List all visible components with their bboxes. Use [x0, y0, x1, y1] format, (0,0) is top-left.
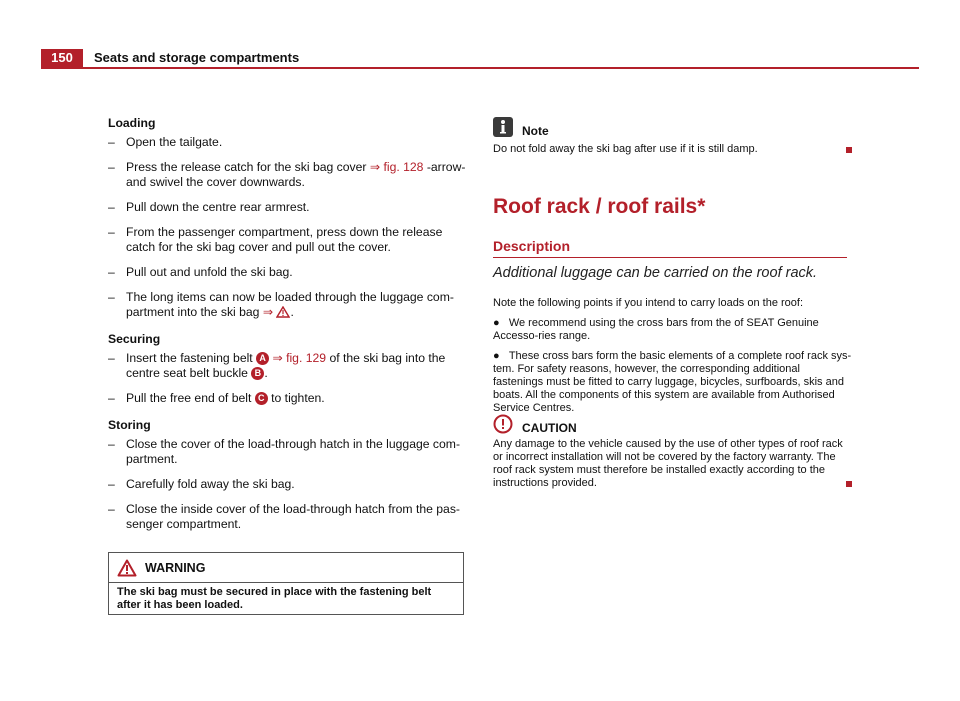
subsection-title: Description — [493, 238, 571, 254]
warning-title: WARNING — [145, 560, 206, 575]
info-icon — [493, 117, 513, 137]
subsection-divider — [493, 257, 847, 258]
page-header-title: Seats and storage compartments — [94, 50, 300, 65]
warning-icon — [117, 559, 137, 577]
fig-129-link[interactable]: ⇒ fig. 129 — [272, 351, 327, 365]
warning-link[interactable]: ⇒ — [263, 305, 291, 319]
storing-step: – Carefully fold away the ski bag. — [108, 477, 295, 491]
header-divider — [41, 67, 919, 69]
storing-step: – Close the inside cover of the load-through hatch from the pas-senger compartment. — [108, 502, 460, 531]
warning-box — [108, 552, 464, 615]
loading-step: – Open the tailgate. — [108, 135, 223, 149]
note-text: Do not fold away the ski bag after use if it is still damp. — [493, 143, 758, 155]
warning-triangle-icon — [276, 306, 290, 318]
lead-text: Additional luggage can be carried on the roof rack. — [493, 265, 818, 281]
warning-header — [109, 553, 463, 583]
page-number: 150 — [41, 49, 83, 67]
section-title: Roof rack / roof rails* — [493, 195, 706, 218]
caution-icon — [493, 414, 513, 439]
loading-step: – Press the release catch for the ski bag cover ⇒ fig. 128 -arrow- and swivel the cover downwards. — [108, 160, 466, 189]
note-title: Note — [522, 124, 549, 138]
storing-step: – Close the cover of the load-through hatch in the luggage com-partment. — [108, 437, 461, 466]
caution-text: Any damage to the vehicle caused by the use of other types of roof rack or incorrect installation will not be covered by the factory warranty. The roof rack system must therefore be installed exactly according to the instructions provided. — [493, 438, 843, 489]
securing-step: – Pull the free end of belt C to tighten. — [108, 391, 325, 405]
intro-text: Note the following points if you intend to carry loads on the roof: — [493, 297, 804, 309]
securing-step: – Insert the fastening belt A ⇒ fig. 129 of the ski bag into the centre seat belt buckle B . — [108, 351, 446, 380]
loading-step: – Pull down the centre rear armrest. — [108, 200, 310, 214]
list-item: ● We recommend using the cross bars from the of SEAT Genuine Accesso-ries range. — [493, 317, 819, 342]
loading-heading: Loading — [108, 116, 156, 130]
callout-a: A — [256, 352, 269, 365]
description-body — [493, 297, 853, 415]
loading-step: – Pull out and unfold the ski bag. — [108, 265, 293, 279]
list-item: ● These cross bars form the basic elements of a complete roof rack sys-tem. For safety reasons, however, the corresponding additional fastenings must be fitted to carry luggage, bicycles, surfboards, skis and boats. All the components of this system are available from Authorised Service Centres. — [493, 350, 852, 414]
section-end-marker — [846, 481, 852, 487]
caution-title: CAUTION — [522, 421, 577, 435]
securing-heading: Securing — [108, 332, 161, 346]
callout-b: B — [251, 367, 264, 380]
storing-heading: Storing — [108, 418, 151, 432]
loading-step: – From the passenger compartment, press down the release catch for the ski bag cover and pull out the cover. — [108, 225, 443, 254]
warning-text: The ski bag must be secured in place with the fastening belt after it has been loaded. — [117, 586, 432, 611]
loading-step: – The long items can now be loaded through the luggage com-partment into the ski bag ⇒ . — [108, 290, 454, 319]
section-end-marker — [846, 147, 852, 153]
callout-c: C — [255, 392, 268, 405]
fig-128-link[interactable]: ⇒ fig. 128 — [369, 160, 424, 174]
left-column — [108, 116, 466, 542]
